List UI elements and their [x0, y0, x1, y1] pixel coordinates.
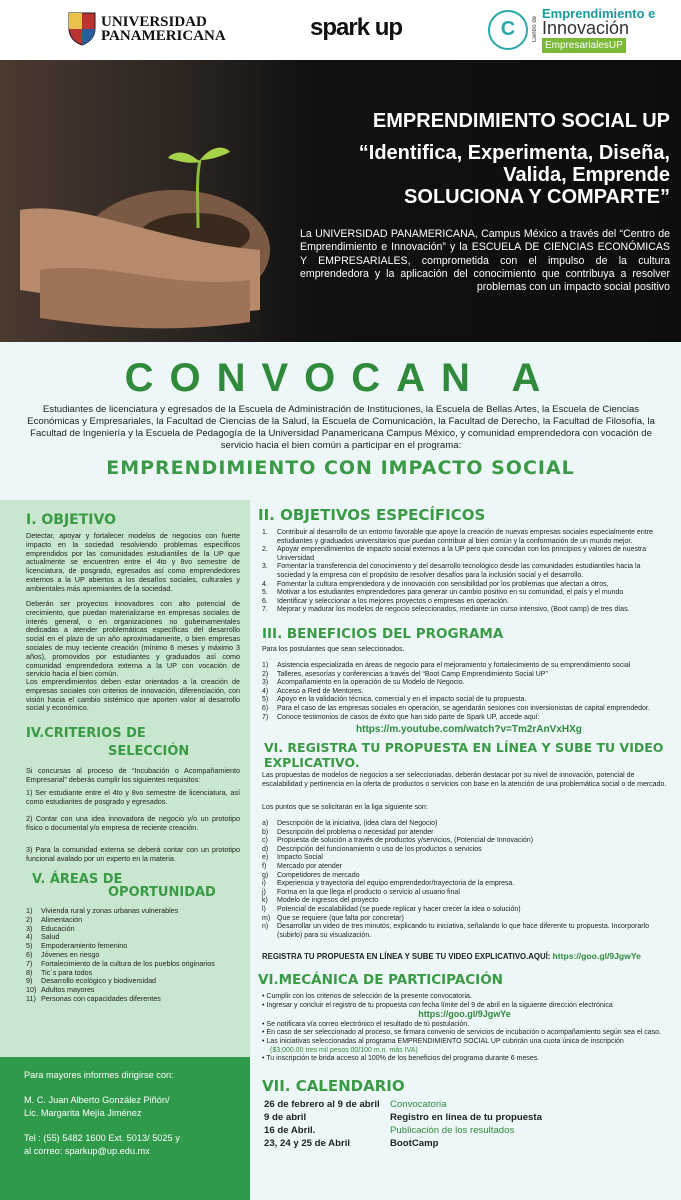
shield-icon — [68, 12, 96, 46]
registra-item-number: n) — [262, 923, 269, 931]
mecanica-item-4-text: En caso de ser seleccionado al proceso, se firmara convenio de servicios de incubación o acompañamiento según sea el caso. — [266, 1029, 661, 1037]
mecanica-title: VI.MECÁNICA DE PARTICIPACIÓN — [258, 972, 503, 988]
registra-item — [262, 829, 667, 838]
areas-title-2: OPORTUNIDAD — [108, 885, 216, 900]
area-item-text: Alimentación — [41, 914, 83, 924]
especifico-item-text: Contribuir al desarrollo de un entorno favorable que apoye la creación de nuevas empresas sociales especialmente entre estudiantes y graduados universitarios que puedan contribuir al bien común y la conformación de un mundo mejor. — [277, 529, 653, 545]
especifico-item-text: Fomentar la cultura emprendedora y de innovación con sensibilidad por los problemas que afectan a otros, — [277, 580, 609, 588]
hero-title: EMPRENDIMIENTO SOCIAL UP — [372, 110, 670, 132]
mecanica-price: ($3,000.00 tres mil pesos 00/100 m.n. más IVA) — [270, 1046, 418, 1054]
especifico-item-number: 4. — [262, 580, 268, 588]
area-item-text: Desarrollo ecológico y biodiversidad — [41, 976, 157, 986]
mecanica-item-2: • Ingresar y concluir el registro de tu propuesta con fecha límite del 9 de abril en la siguiente dirección electrónica — [262, 1001, 613, 1009]
beneficio-item — [262, 696, 667, 705]
registra-item — [262, 897, 667, 906]
hero-subtitle-line1: “Identifica, Experimenta, Diseña, — [358, 142, 670, 164]
mecanica-item-5: • Las iniciativas seleccionadas al programa EMPRENDIMIENTO SOCIAL UP cubrirán una cuota única de inscripción — [262, 1037, 624, 1045]
beneficio-item-text: Acceso a Red de Mentores. — [277, 687, 364, 695]
registra-item-number: a) — [262, 820, 269, 827]
calendario-event: Convocatoria — [390, 1099, 447, 1110]
especifico-item — [262, 563, 667, 580]
registra-item — [262, 837, 667, 846]
beneficio-item-number: 4) — [262, 687, 269, 695]
beneficio-item — [262, 714, 667, 723]
up-logo[interactable] — [68, 12, 226, 46]
registra-item-number: f) — [262, 862, 267, 870]
registra-cta-text: REGISTRA TU PROPUESTA EN LÍNEA Y SUBE TU VIDEO EXPLICATIVO.AQUÍ: — [262, 952, 551, 961]
mecanica-item-3-text: Se notificara vía correo electrónico el resultado de tú postulación. — [266, 1020, 470, 1028]
especifico-item-text: Apoyar emprendimientos de impacto social externos a la UP pero que coincidan con los principios y valores de nuestra Universidad — [277, 546, 647, 562]
calendario-title: VII. CALENDARIO — [262, 1077, 405, 1095]
calendario-date: 23, 24 y 25 de Abril — [264, 1138, 351, 1149]
registra-title-2: EXPLICATIVO. — [264, 755, 360, 770]
hero-subtitle-line2: Valida, Emprende — [503, 164, 670, 186]
area-item-number: 4) — [26, 932, 33, 942]
registra-item-number: m) — [262, 914, 271, 922]
area-item-text: Adultos mayores — [41, 985, 95, 995]
youtube-link[interactable]: https://m.youtube.com/watch?v=Tm2rAnVxHXg — [356, 724, 582, 735]
beneficio-item-number: 6) — [262, 704, 269, 712]
beneficio-item-text: Talleres, asesorías y conferencias a través del “Boot Camp Emprendimiento Social UP” — [277, 670, 548, 678]
registra-item-text: Descripción del problema o necesidad por atender — [277, 828, 434, 836]
area-item-text: Salud — [41, 932, 60, 942]
beneficios-title: III. BENEFICIOS DEL PROGRAMA — [262, 626, 504, 642]
especifico-item-text: Mejorar y madurar los modelos de negocio seleccionados, mediante un curso intensivo, (Boot camp) de tres días. — [277, 606, 630, 614]
area-item-number: 10) — [26, 985, 37, 995]
especifico-item — [262, 606, 667, 615]
beneficio-item-number: 2) — [262, 670, 269, 678]
especifico-item-text: Fomentar la transferencia del conocimiento y del desarrollo tecnológico desde las comunidades estudiantiles hacia la sociedad y la empresa con el propósito de resolver desafíos para la inclusión social y el desarrollo. — [277, 563, 641, 579]
cei-circle-icon: C — [488, 10, 528, 50]
registra-item-text: Forma en la que llega el producto o servicio al usuario final — [277, 888, 460, 896]
registra-item-number: b) — [262, 828, 269, 836]
registra-item-number: g) — [262, 871, 269, 879]
especifico-item-number: 3. — [262, 563, 268, 571]
area-item-text: Fortalecimiento de la cultura de los pueblos originarios — [41, 958, 215, 968]
beneficio-item — [262, 662, 667, 671]
especifico-item-number: 6. — [262, 597, 268, 605]
especifico-item — [262, 546, 667, 563]
area-item-number: 7) — [26, 958, 33, 968]
beneficio-item-text: Asistencia especializada en áreas de negocio para el mejoramiento y fortalecimiento de su emprendimiento social — [277, 662, 631, 669]
area-item-text: Personas con capacidades diferentes — [41, 993, 161, 1003]
registra-item-text: Desarrollar un video de tres minutos, explicando tu iniciativa, señalando lo que hace diferente tu propuesta. Incorporarlo (subirlo) para su visualización. — [277, 923, 649, 939]
beneficio-item — [262, 688, 667, 697]
registra-p1: Las propuestas de modelos de negocios a ser seleccionadas, deberán destacar por su nivel de innovación, potencial de escalabilidad y pertinencia en la oferta de productos o servicios con base en la atención de una problemática social o de mercado. — [262, 772, 667, 788]
especifico-item-number: 5. — [262, 589, 268, 597]
mecanica-item-3: • Se notificara vía correo electrónico el resultado de tú postulación. — [262, 1020, 470, 1028]
mecanica-item-6-text: Tu inscripción te brida acceso al 100% de los beneficios del programa durante 6 meses. — [266, 1055, 540, 1063]
contact-name-1: M. C. Juan Alberto González Piñón/ — [24, 1095, 170, 1105]
registra-item-text: Impacto Social — [277, 854, 323, 862]
objetivo-p2: Deberán ser proyectos innovadores con alto potencial de crecimiento, que puedan materializarse en empresas sociales de interés general, o en organizaciones no gubernamentales dedicadas a atender problemáticas específicas del desarrollo social en el plazo de un año aproximadamente, o bien empresas sociales de muy reciente creación (mínimo 6 meses y máximo 3 años), promovidos por estudiantes y graduados así como comunidad emprendedora externa a la UP con vocación de servicio hacia el bien común. — [26, 599, 240, 679]
objetivo-p3: Los emprendimientos deben estar orientados a la creación de empresas sociales con criterios de innovación, diferenciación, con visión hacia el cambio sistémico que aporten valor al desarrollo social y económico. — [26, 677, 240, 713]
beneficio-item-number: 1) — [262, 662, 269, 669]
mecanica-item-1: • Cumplir con los criterios de selección de la presente convocatoria. — [262, 993, 472, 1000]
program-title: EMPRENDIMIENTO CON IMPACTO SOCIAL — [106, 457, 575, 479]
especificos-list — [262, 529, 667, 615]
area-item-number: 9) — [26, 976, 33, 986]
convocan-heading: CONVOCAN A — [124, 356, 557, 400]
especifico-item-number: 7. — [262, 606, 268, 614]
area-item-number: 5) — [26, 941, 33, 951]
area-item-text: Vivienda rural y zonas urbanas vulnerables — [41, 906, 179, 915]
cei-line2: Innovación — [542, 18, 630, 38]
objetivo-title: I. OBJETIVO — [26, 512, 116, 528]
registra-item — [262, 863, 667, 872]
registra-item — [262, 923, 667, 940]
mecanica-item-1-text: Cumplir con los criterios de selección de la presente convocatoria. — [266, 993, 472, 1000]
hands-plant-image — [0, 60, 300, 342]
mecanica-item-5-text: Las iniciativas seleccionadas al programa EMPRENDIMIENTO SOCIAL UP cubrirán una cuota única de inscripción — [266, 1037, 624, 1045]
beneficios-list — [262, 662, 667, 722]
registra-list — [262, 820, 667, 940]
mecanica-item-2-text: Ingresar y concluir el registro de tu propuesta con fecha límite del 9 de abril en la siguiente dirección electrónica — [266, 1001, 613, 1009]
beneficio-item-number: 5) — [262, 696, 269, 704]
registra-item — [262, 880, 667, 889]
area-item-text: Tic´s para todos — [41, 967, 93, 977]
registra-item-number: e) — [262, 854, 269, 862]
registra-item-number: l) — [262, 905, 266, 913]
registra-item — [262, 820, 667, 829]
especifico-item — [262, 589, 667, 598]
criterios-intro: Si concursas al proceso de “Incubación o Acompañamiento Empresarial” deberás cumplir los siguientes requisitos: — [26, 766, 240, 784]
criterios-item-2: 2) Contar con una idea innovadora de negocio y/o un prototipo físico o documental y/o empresa de reciente creación. — [26, 814, 240, 832]
hero-subtitle-line3: SOLUCIONA Y COMPARTE” — [404, 186, 670, 208]
hero-paragraph: La UNIVERSIDAD PANAMERICANA, Campus México a través del “Centro de Emprendimiento e Innovación” y la ESCUELA DE CIENCIAS ECONÓMICAS Y EMPRESARIALES, comprometida con el impulso de la cultura emprendedora y la aplicación del conocimiento que contribuya a resolver problemas con un impacto social positivo — [300, 228, 670, 294]
cei-line3: EmpresarialesUP — [542, 38, 626, 53]
registra-item-text: Descripción de la iniciativa, (idea clara del Negocio) — [277, 820, 438, 827]
registra-item-text: Mercado por atender — [277, 862, 342, 870]
beneficio-item-text: Apoyo en la validación técnica, comercial y en el impacto social de tu propuesta. — [277, 696, 527, 704]
cei-logo[interactable] — [488, 6, 655, 53]
calendario-table — [264, 1098, 650, 1150]
area-item-text: Jóvenes en riesgo — [41, 949, 100, 959]
cei-line1: Emprendimiento e — [542, 6, 656, 21]
especifico-item-number: 1. — [262, 529, 268, 536]
area-item-number: 6) — [26, 949, 33, 959]
registra-item-text: Experiencia y trayectoria del equipo emprendedor/trayectoria de la empresa. — [277, 880, 515, 888]
beneficio-item-text: Para el caso de las empresas sociales en operación, se agendarán sesiones con inversionistas de capital emprendedor. — [277, 704, 650, 712]
mecanica-item-6: • Tu inscripción te brida acceso al 100% de los beneficios del programa durante 6 meses. — [262, 1055, 540, 1063]
registra-item — [262, 889, 667, 898]
registra-item-text: Descripción del funcionamiento o uso de los productos o servicios — [277, 845, 482, 853]
intro-paragraph: Estudiantes de licenciatura y egresados de la Escuela de Administración de Instituciones, la Escuela de Bellas Artes, la Escuela de Ciencias Económicas y Empresariales, la Facultad de Ciencias de la Salud, la Escuela de Comunicación, la Facultad de Derecho, la Facultad de Filosofía, la Facultad de Ingeniería y la Escuela de Pedagogía de la Universidad Panamericana Campus México, y comunidad emprendedora con vocación de servicio hacia el bien común a participar en el programa: — [27, 404, 655, 451]
registra-title-1: VI. REGISTRA TU PROPUESTA EN LÍNEA Y SUBE TU VIDEO — [264, 740, 664, 755]
beneficio-item-text: Acompañamiento en la operación de su Modelo de Negocio. — [277, 679, 465, 687]
hero-subtitle — [280, 142, 670, 208]
registra-item-text: Que se requiere (que falta por concretar) — [277, 914, 404, 922]
mecanica-item-4: • En caso de ser seleccionado al proceso, se firmara convenio de servicios de incubación o acompañamiento según sea el caso. — [262, 1029, 661, 1037]
registra-p2: Los puntos que se solicitaran en la liga siguiente son: — [262, 804, 428, 811]
area-item-text: Educación — [41, 923, 75, 933]
contact-email[interactable]: al correo: sparkup@up.edu.mx — [24, 1146, 150, 1156]
contact-name-2: Lic. Margarita Mejía Jiménez — [24, 1108, 142, 1118]
objetivo-p1: Detectar, apoyar y fortalecer modelos de negocios con fuerte impacto en la sociedad resolviendo problemas específicos emprendidos por las comunidades estudiantiles de la UP que actualmente se encuentren entre el 4to y 8vo semestre de licenciatura, de posgrado, egresados así como emprendedores externos a la UP abiertos a los desafíos sociales, culturales y ambientales más apremiantes de la sociedad. — [26, 531, 240, 593]
registra-item-number: i) — [262, 880, 266, 888]
calendario-event: Publicación de los resultados — [390, 1125, 515, 1136]
area-item-number: 1) — [26, 906, 33, 915]
cei-side-label: Centro de — [532, 16, 538, 43]
area-item-text: Empoderamiento femenino — [41, 941, 128, 951]
beneficio-item — [262, 705, 667, 714]
registra-item-number: k) — [262, 897, 268, 905]
mecanica-registro-link[interactable]: https://goo.gl/9JgwYe — [418, 1009, 511, 1020]
registra-item-text: Modelo de ingresos del proyecto — [277, 897, 379, 905]
registra-cta-link[interactable]: https://goo.gl/9JgwYe — [552, 951, 641, 961]
registra-item-text: Competidores de mercado — [277, 871, 360, 879]
contact-box — [0, 1057, 250, 1200]
especifico-item-text: Identificar y seleccionar a los mejores proyectos o empresas en operación. — [277, 597, 509, 605]
contact-phone: Tel : (55) 5482 1600 Ext. 5013/ 5025 y — [24, 1133, 180, 1143]
registra-item — [262, 872, 667, 881]
beneficio-item — [262, 679, 667, 688]
area-item-number: 11) — [26, 993, 36, 1003]
criterios-title-2: SELECCIÓN — [108, 744, 190, 759]
especifico-item-text: Motivar a los estudiantes emprendedores para generar un cambio positivo en su comunidad, el país y el mundo — [277, 589, 624, 597]
registra-item-text: Propuesta de solución a través de productos y/servicios, (Potencial de Innovación) — [277, 837, 534, 845]
areas-title-1: V. ÁREAS DE — [32, 872, 123, 887]
spark-up-logo[interactable]: spark up — [310, 14, 403, 41]
criterios-item-3: 3) Para la comunidad externa se deberá contar con un prototipo funcional avalado por un experto en la materia. — [26, 845, 240, 863]
calendario-date: 9 de abril — [264, 1112, 307, 1123]
especifico-item-number: 2. — [262, 546, 268, 554]
beneficios-intro: Para los postulantes que sean seleccionados. — [262, 646, 405, 653]
especifico-item — [262, 598, 667, 607]
mecanica-list — [262, 993, 667, 1064]
registra-item — [262, 906, 667, 915]
registra-item — [262, 854, 667, 863]
registra-item-number: d) — [262, 845, 269, 853]
area-item-number: 2) — [26, 914, 33, 924]
registra-item-number: j) — [262, 888, 266, 896]
criterios-item-1: 1) Ser estudiante entre el 4to y 8vo semestre de licenciatura, así como estudiantes de posgrado y egresados. — [26, 788, 240, 806]
especifico-item — [262, 529, 667, 546]
areas-list — [26, 907, 240, 1004]
especificos-title: II. OBJETIVOS ESPECÍFICOS — [258, 506, 486, 524]
registra-item — [262, 915, 667, 924]
registra-cta — [262, 952, 667, 962]
up-logo-line1: UNIVERSIDAD — [101, 14, 207, 30]
criterios-title-1: IV.CRITERIOS DE — [26, 726, 146, 741]
registra-item-number: c) — [262, 837, 268, 845]
beneficio-item-number: 3) — [262, 679, 269, 687]
area-item-number: 3) — [26, 923, 33, 933]
up-logo-line2: PANAMERICANA — [101, 28, 226, 44]
beneficio-item — [262, 671, 667, 680]
registra-item — [262, 846, 667, 855]
contact-heading: Para mayores informes dirigirse con: — [24, 1070, 174, 1080]
beneficio-item-number: 7) — [262, 713, 269, 721]
mecanica-item-2-link-row — [262, 1010, 667, 1021]
calendario-date: 26 de febrero al 9 de abril — [264, 1099, 380, 1110]
calendario-event: BootCamp — [390, 1138, 439, 1149]
area-item — [26, 995, 240, 1004]
registra-item-text: Potencial de escalabilidad (se puede replicar y hacer crecer la idea o solución) — [277, 905, 521, 913]
area-item-number: 8) — [26, 967, 33, 977]
calendario-event: Registro en línea de tu propuesta — [390, 1112, 542, 1123]
calendario-date: 16 de Abril. — [264, 1125, 316, 1136]
especifico-item — [262, 581, 667, 590]
beneficio-item-text: Conoce testimonios de casos de éxito que han sido parte de Spark UP, accede aquí: — [277, 713, 540, 721]
